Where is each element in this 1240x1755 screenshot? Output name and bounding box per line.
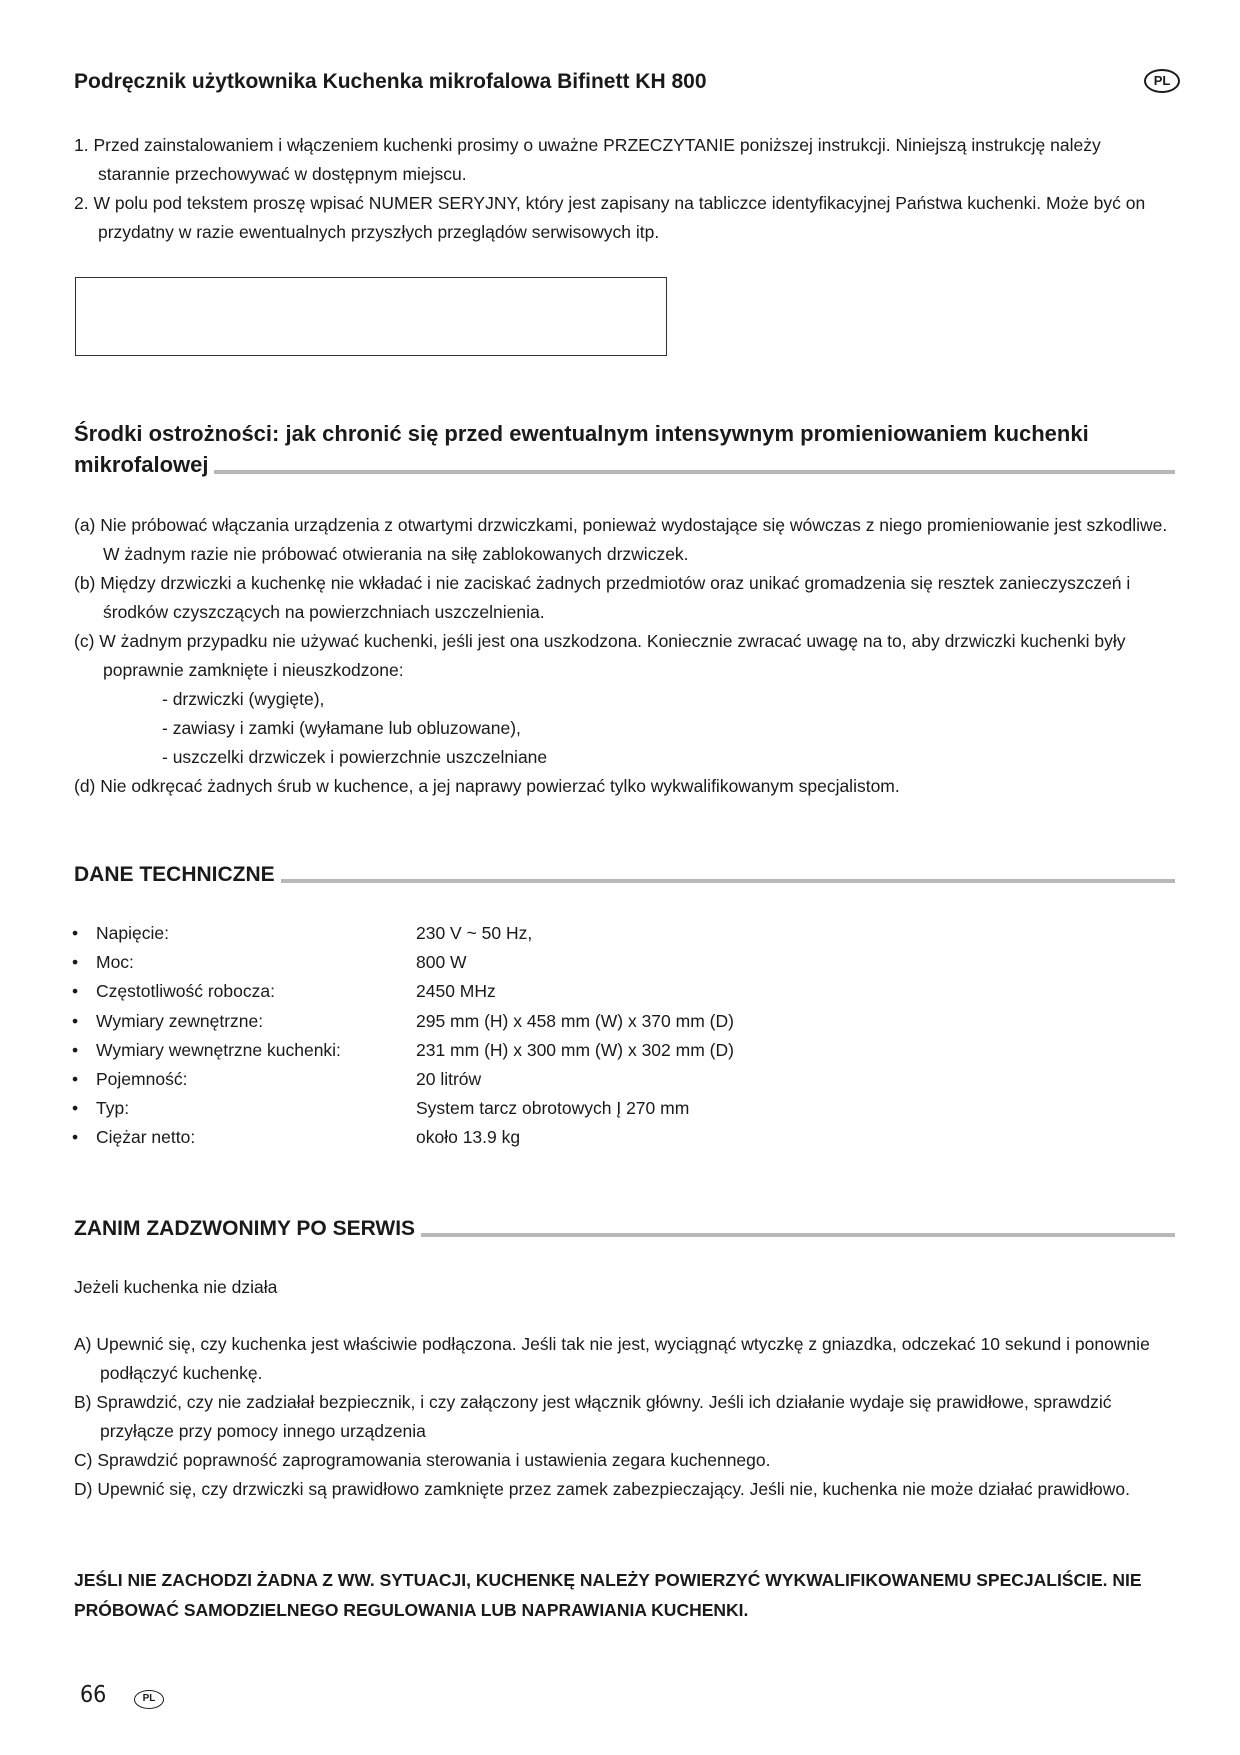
bullet: • xyxy=(72,981,79,1002)
spec-value: 295 mm (H) x 458 mm (W) x 370 mm (D) xyxy=(416,1010,734,1031)
safety-heading-line1: Środki ostrożności: jak chronić się przed ewentualnym intensywnym promieniowaniem kuchenki xyxy=(74,421,1089,446)
spec-row xyxy=(72,1094,972,1123)
spec-row xyxy=(72,919,972,948)
spec-label: Typ: xyxy=(96,1098,130,1119)
safety-item: (d) Nie odkręcać żadnych śrub w kuchence, a jej naprawy powierzać tylko wykwalifikowanym specjalistom. xyxy=(74,776,900,796)
safety-item: (b) Między drzwiczki a kuchenkę nie wkładać i nie zaciskać żadnych przedmiotów oraz unikać gromadzenia się resztek zanieczyszczeń i środków czyszczących na powierzchniach uszczelnienia. xyxy=(74,573,1131,622)
safety-heading-line2: mikrofalowej xyxy=(74,452,209,477)
service-list xyxy=(74,1330,1175,1504)
spec-label: Napięcie: xyxy=(96,923,169,943)
spec-row xyxy=(72,1007,972,1036)
heading-rule xyxy=(214,470,1175,474)
safety-sub-item: - zawiasy i zamki (wyłamane lub obluzowane), xyxy=(162,718,521,738)
intro-item: 2. W polu pod tekstem proszę wpisać NUMER SERYJNY, który jest zapisany na tabliczce identyfikacyjnej Państwa kuchenki. Może być on przydatny w razie ewentualnych przyszłych przeglądów serwisowych itp. xyxy=(74,193,1146,242)
spec-label: Moc: xyxy=(96,952,134,973)
service-heading-text: ZANIM ZADZWONIMY PO SERWIS xyxy=(74,1217,416,1240)
spec-table xyxy=(72,919,972,1153)
service-heading xyxy=(74,1215,1175,1243)
safety-sub-item: - uszczelki drzwiczek i powierzchnie uszczelniane xyxy=(162,747,548,767)
service-warning: JEŚLI NIE ZACHODZI ŻADNA Z WW. SYTUACJI, KUCHENKĘ NALEŻY POWIERZYĆ WYKWALIFIKOWANEMU SPECJALIŚCIE. NIE PRÓBOWAĆ SAMODZIELNEGO REGULOWANIA LUB NAPRAWIANIA KUCHENKI. xyxy=(74,1570,1142,1620)
spec-row xyxy=(72,1123,972,1152)
page-number: 66 xyxy=(80,1682,107,1708)
page-title: Podręcznik użytkownika Kuchenka mikrofalowa Bifinett KH 800 xyxy=(74,70,707,93)
spec-row xyxy=(72,1065,972,1094)
safety-sub-item: - drzwiczki (wygięte), xyxy=(162,689,325,709)
intro-list xyxy=(74,131,1174,247)
bullet: • xyxy=(72,1127,79,1148)
spec-label: Częstotliwość robocza: xyxy=(96,981,275,1002)
service-item: D) Upewnić się, czy drzwiczki są prawidłowo zamknięte przez zamek zabezpieczający. Jeśli nie, kuchenka nie może działać prawidłowo. xyxy=(74,1479,1130,1499)
footer-language-badge: PL xyxy=(134,1690,164,1709)
service-item: C) Sprawdzić poprawność zaprogramowania sterowania i ustawienia zegara kuchennego. xyxy=(74,1450,771,1470)
spec-label: Wymiary zewnętrzne: xyxy=(96,1010,264,1031)
service-item: B) Sprawdzić, czy nie zadziałał bezpiecznik, i czy załączony jest włącznik główny. Jeśli ich działanie wydaje się prawidłowe, sprawdzić przyłącze przy pomocy innego urządzenia xyxy=(74,1392,1112,1441)
tech-heading xyxy=(74,861,1175,889)
heading-rule xyxy=(281,879,1175,883)
safety-heading xyxy=(74,418,1175,480)
bullet: • xyxy=(72,1039,79,1060)
tech-heading-text: DANE TECHNICZNE xyxy=(74,863,275,886)
spec-row xyxy=(72,977,972,1006)
spec-value: System tarcz obrotowych Į 270 mm xyxy=(416,1098,690,1119)
bullet: • xyxy=(72,923,79,943)
spec-label: Ciężar netto: xyxy=(96,1127,196,1148)
spec-value: 231 mm (H) x 300 mm (W) x 302 mm (D) xyxy=(416,1039,734,1060)
heading-rule xyxy=(421,1233,1175,1237)
spec-value: 800 W xyxy=(416,952,467,973)
safety-item: (a) Nie próbować włączania urządzenia z otwartymi drzwiczkami, ponieważ wydostające się wówczas z niego promieniowanie jest szkodliwe. W żadnym razie nie próbować otwierania na siłę zablokowanych drzwiczek. xyxy=(74,515,1168,564)
spec-value: około 13.9 kg xyxy=(416,1127,521,1148)
spec-label: Pojemność: xyxy=(96,1068,188,1089)
spec-row xyxy=(72,1036,972,1065)
safety-list xyxy=(74,511,1175,801)
spec-label: Wymiary wewnętrzne kuchenki: xyxy=(96,1039,341,1060)
service-intro: Jeżeli kuchenka nie działa xyxy=(74,1277,278,1297)
language-badge: PL xyxy=(1144,69,1180,93)
bullet: • xyxy=(72,1010,79,1031)
intro-item: 1. Przed zainstalowaniem i włączeniem kuchenki prosimy o uważne PRZECZYTANIE poniższej instrukcji. Niniejszą instrukcję należy starannie przechowywać w dostępnym miejscu. xyxy=(74,135,1101,184)
bullet: • xyxy=(72,1068,79,1089)
safety-item: (c) W żadnym przypadku nie używać kuchenki, jeśli jest ona uszkodzona. Koniecznie zwracać uwagę na to, aby drzwiczki kuchenki były poprawnie zamknięte i nieuszkodzone: xyxy=(74,631,1126,680)
spec-value: 2450 MHz xyxy=(416,981,496,1002)
service-item: A) Upewnić się, czy kuchenka jest właściwie podłączona. Jeśli tak nie jest, wyciągnąć wtyczkę z gniazdka, odczekać 10 sekund i ponownie podłączyć kuchenkę. xyxy=(74,1334,1150,1383)
bullet: • xyxy=(72,952,79,973)
spec-row xyxy=(72,948,972,977)
spec-value: 230 V ~ 50 Hz, xyxy=(416,923,533,943)
bullet: • xyxy=(72,1098,79,1119)
spec-value: 20 litrów xyxy=(416,1068,482,1089)
serial-number-box xyxy=(75,277,667,356)
